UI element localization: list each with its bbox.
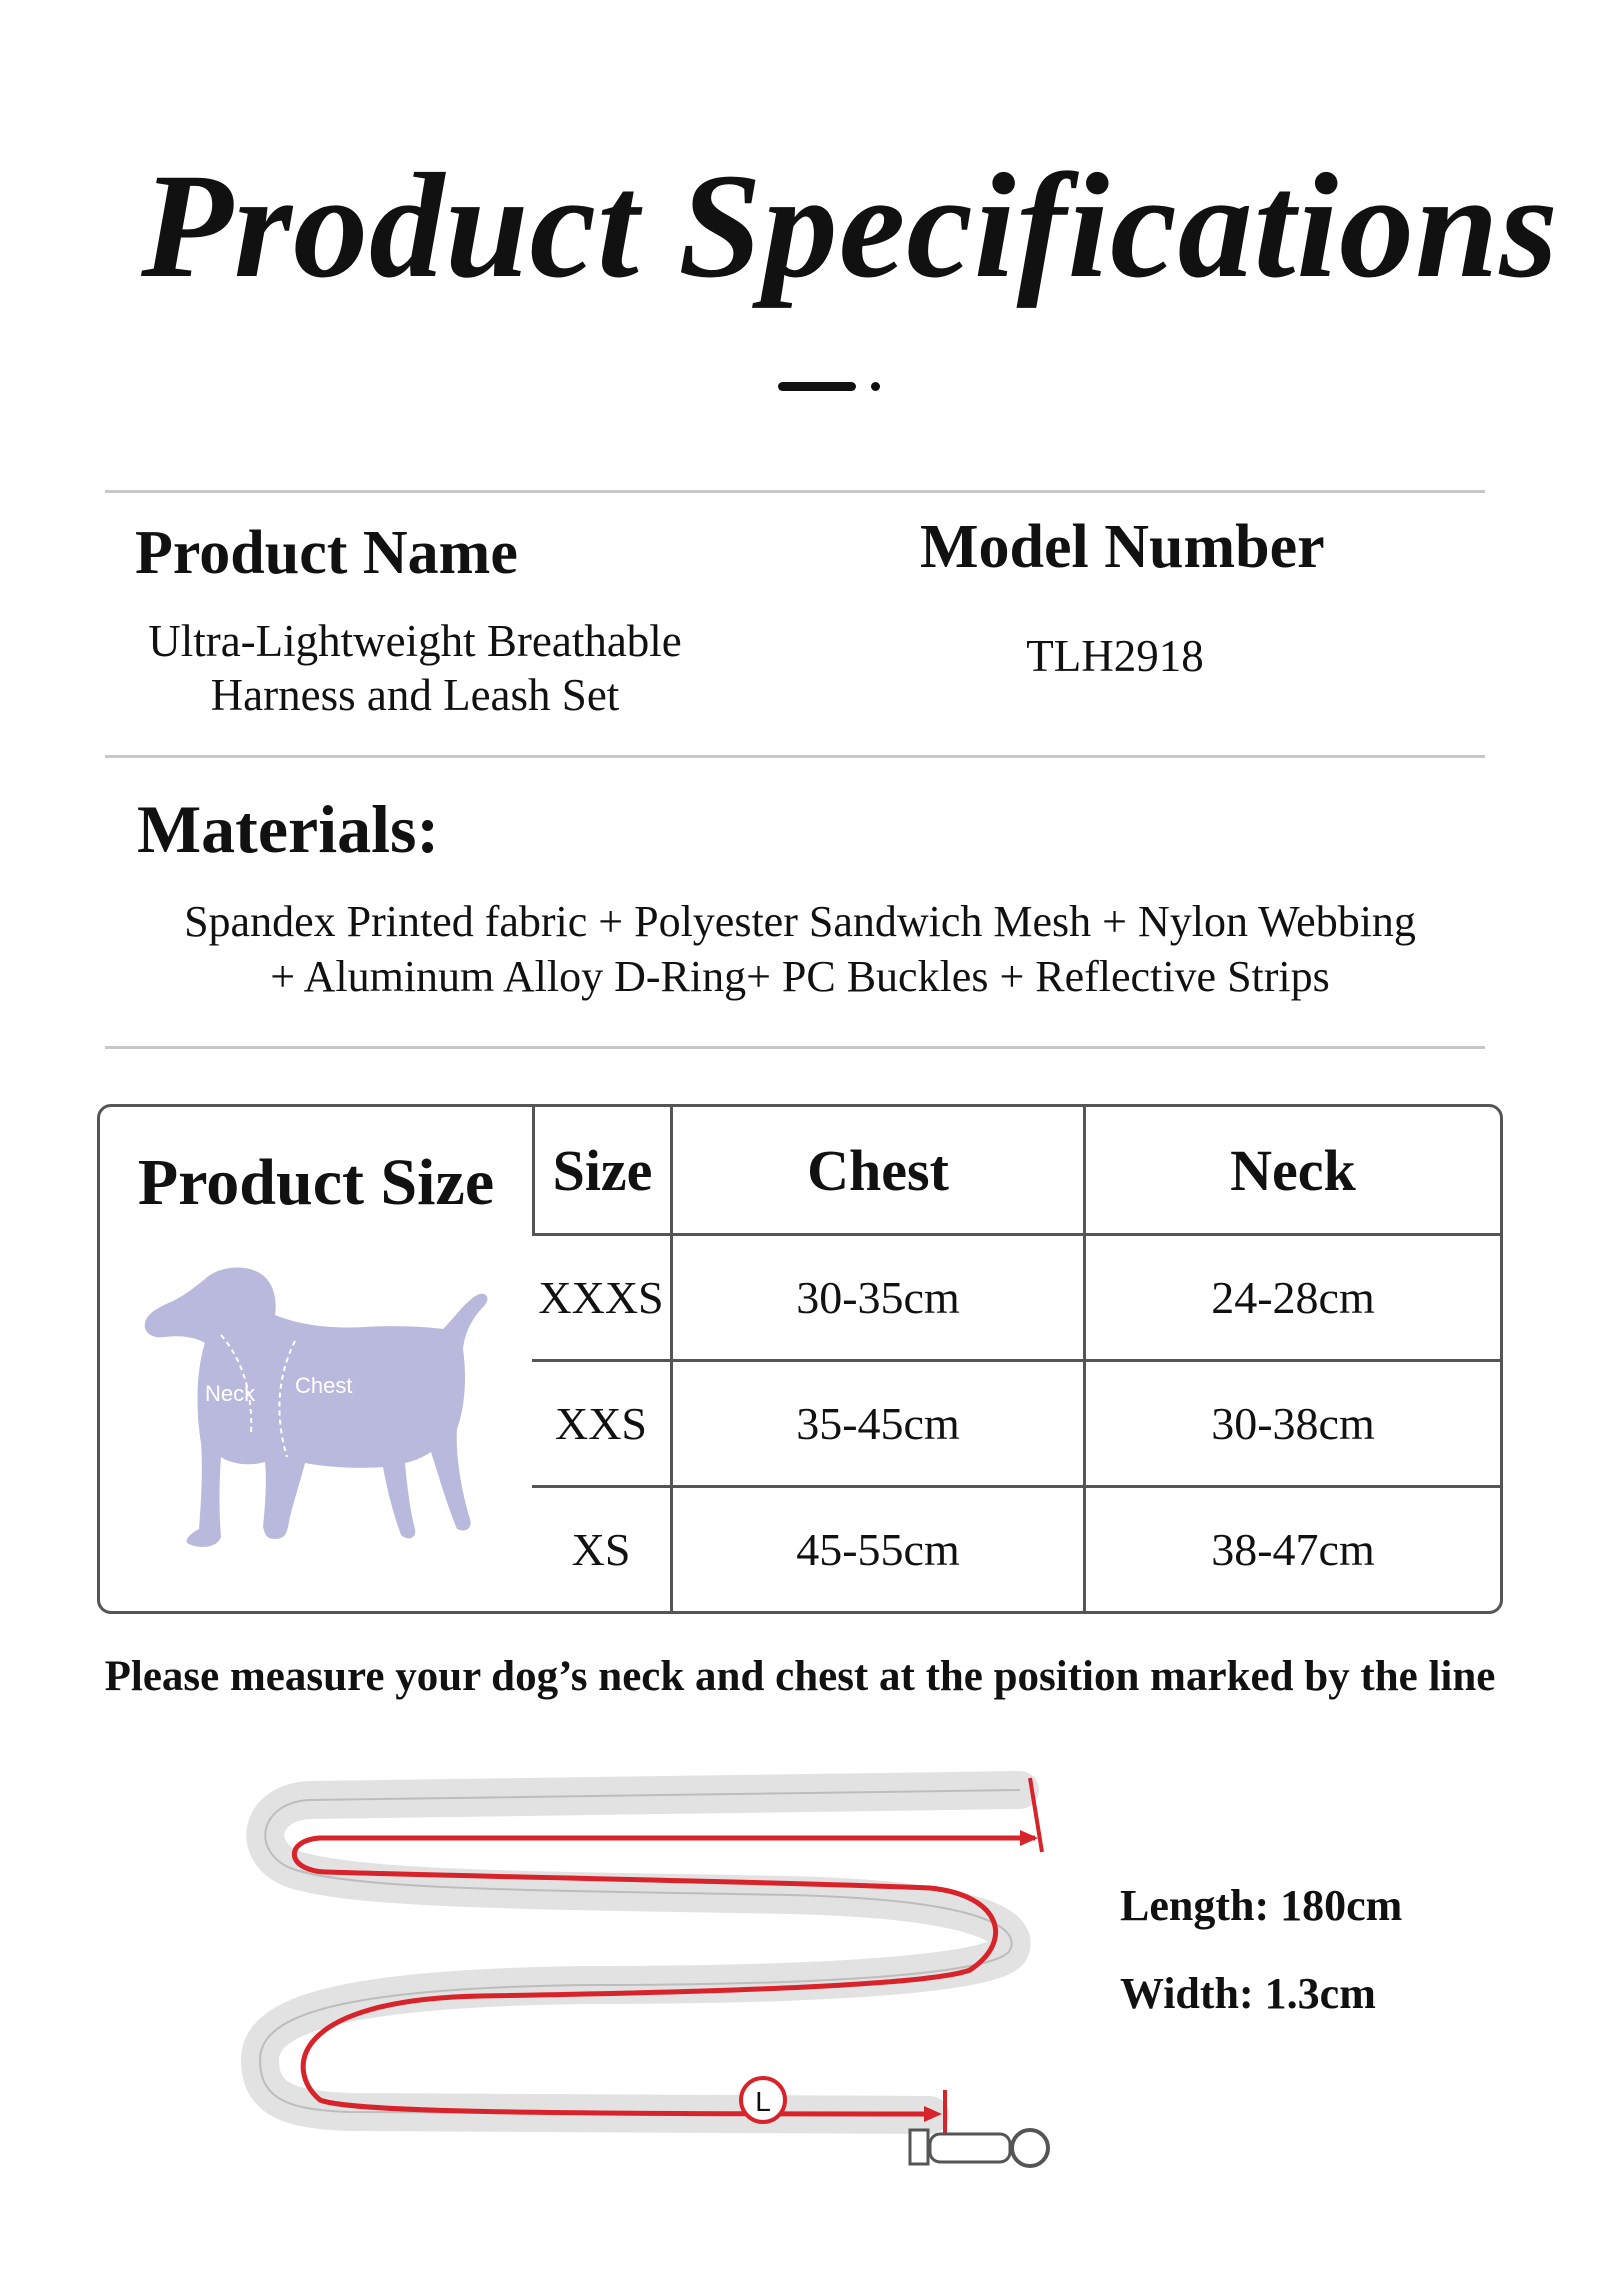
row-size: XXS (532, 1359, 670, 1485)
row-neck: 38-47cm (1083, 1485, 1500, 1611)
model-number-label: Model Number (920, 513, 1325, 581)
size-table (97, 1104, 1503, 1614)
page-title: Product Specifications (141, 143, 1559, 309)
leash-length: Length: 180cm (1120, 1881, 1403, 1930)
divider-bottom (105, 1046, 1485, 1049)
row-neck: 24-28cm (1083, 1233, 1500, 1359)
leash-width: Width: 1.3cm (1120, 1969, 1376, 2018)
row-chest: 45-55cm (670, 1485, 1083, 1611)
dog-silhouette-icon (125, 1257, 505, 1557)
title-dash (778, 382, 856, 391)
leash-marker-label: L (755, 2086, 771, 2117)
materials-label: Materials: (137, 791, 440, 867)
model-number-value: TLH2918 (1026, 631, 1204, 681)
divider-top (105, 490, 1485, 493)
dog-neck-label: Neck (205, 1381, 256, 1406)
dog-chest-label: Chest (295, 1373, 353, 1398)
materials-line2: + Aluminum Alloy D-Ring+ PC Buckles + Reflective Strips (270, 952, 1330, 1001)
product-size-label: Product Size (137, 1146, 495, 1219)
table-header-row (100, 1107, 1500, 1233)
measure-note: Please measure your dog’s neck and chest at the position marked by the line (104, 1653, 1496, 1700)
header-neck: Neck (1083, 1107, 1500, 1233)
row-chest: 30-35cm (670, 1233, 1083, 1359)
materials-value (110, 896, 1490, 1002)
row-chest: 35-45cm (670, 1359, 1083, 1485)
divider-middle (105, 755, 1485, 758)
header-size: Size (532, 1107, 670, 1233)
header-chest: Chest (670, 1107, 1083, 1233)
row-size: XS (532, 1485, 670, 1611)
product-size-cell (100, 1107, 532, 1611)
title-dot (871, 382, 880, 391)
product-name-line1: Ultra-Lightweight Breathable (148, 616, 682, 666)
product-name-line2: Harness and Leash Set (210, 670, 620, 720)
product-name-value (110, 615, 720, 721)
row-size: XXXS (532, 1233, 670, 1359)
materials-line1: Spandex Printed fabric + Polyester Sandwich Mesh + Nylon Webbing (184, 897, 1416, 946)
row-neck: 30-38cm (1083, 1359, 1500, 1485)
product-name-label: Product Name (135, 519, 518, 587)
leash-illustration (230, 1760, 1060, 2200)
